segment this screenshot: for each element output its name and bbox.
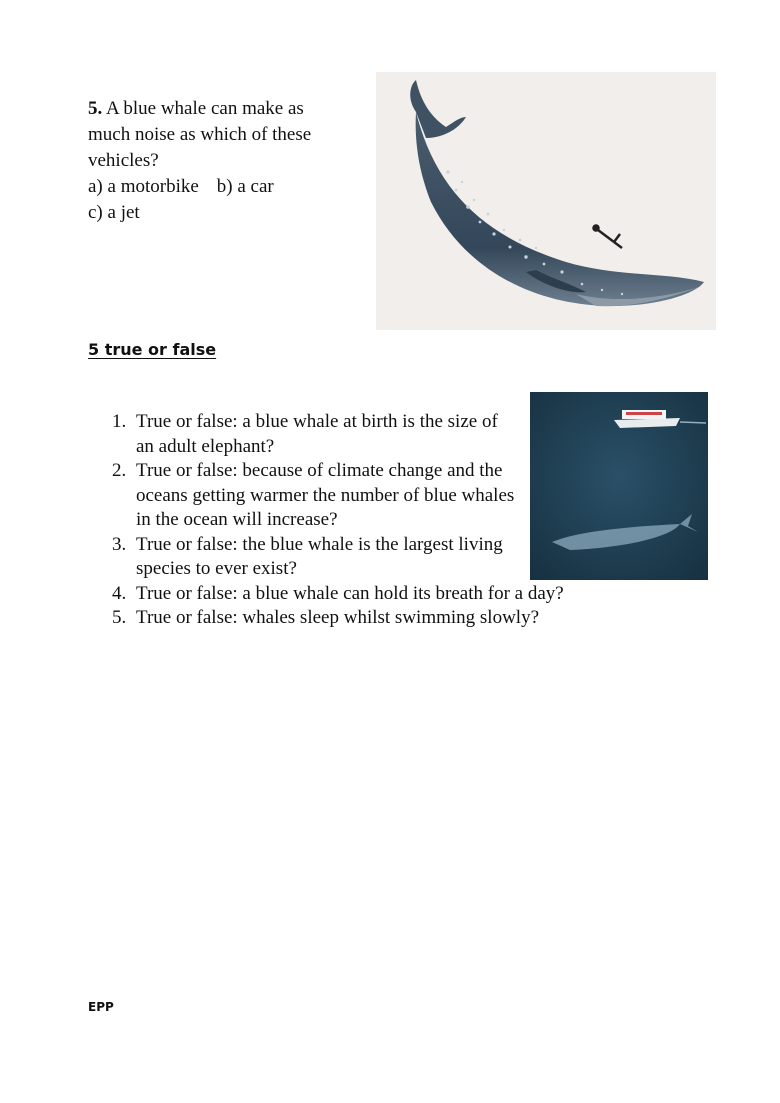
item-number: 1. — [112, 411, 127, 432]
option-c: c) a jet — [88, 202, 140, 223]
item-text: True or false: whales sleep whilst swimming slowly? — [136, 607, 540, 628]
question-number: 5. — [88, 98, 103, 119]
question-5 — [88, 96, 358, 226]
section-title: 5 true or false — [88, 340, 217, 359]
options-row-1 — [88, 174, 358, 200]
item-number: 5. — [112, 607, 127, 628]
option-a: a) a motorbike — [88, 176, 199, 197]
list-item — [112, 606, 632, 631]
question-text-1: A blue whale can make as — [105, 98, 304, 119]
item-number: 3. — [112, 533, 127, 555]
item-text: True or false: the blue whale is the largest living species to ever exist? — [136, 533, 503, 579]
item-text: True or false: a blue whale at birth is the size of an adult elephant? — [136, 411, 498, 457]
option-b: b) a car — [216, 176, 274, 197]
item-text: True or false: a blue whale can hold its breath for a day? — [136, 582, 564, 604]
footer-label: EPP — [88, 1000, 114, 1014]
whale-illustration — [376, 72, 716, 330]
question-text-3: vehicles? — [88, 150, 159, 171]
item-number: 4. — [112, 582, 127, 604]
question-5-line-1 — [88, 96, 358, 122]
item-text: True or false: because of climate change and the oceans getting warmer the number of blue whales in the ocean will increase? — [136, 460, 515, 530]
list-item — [112, 582, 632, 607]
item-number: 2. — [112, 460, 127, 481]
question-text-2: much noise as which of these — [88, 124, 312, 145]
ocean-photo — [530, 392, 708, 580]
